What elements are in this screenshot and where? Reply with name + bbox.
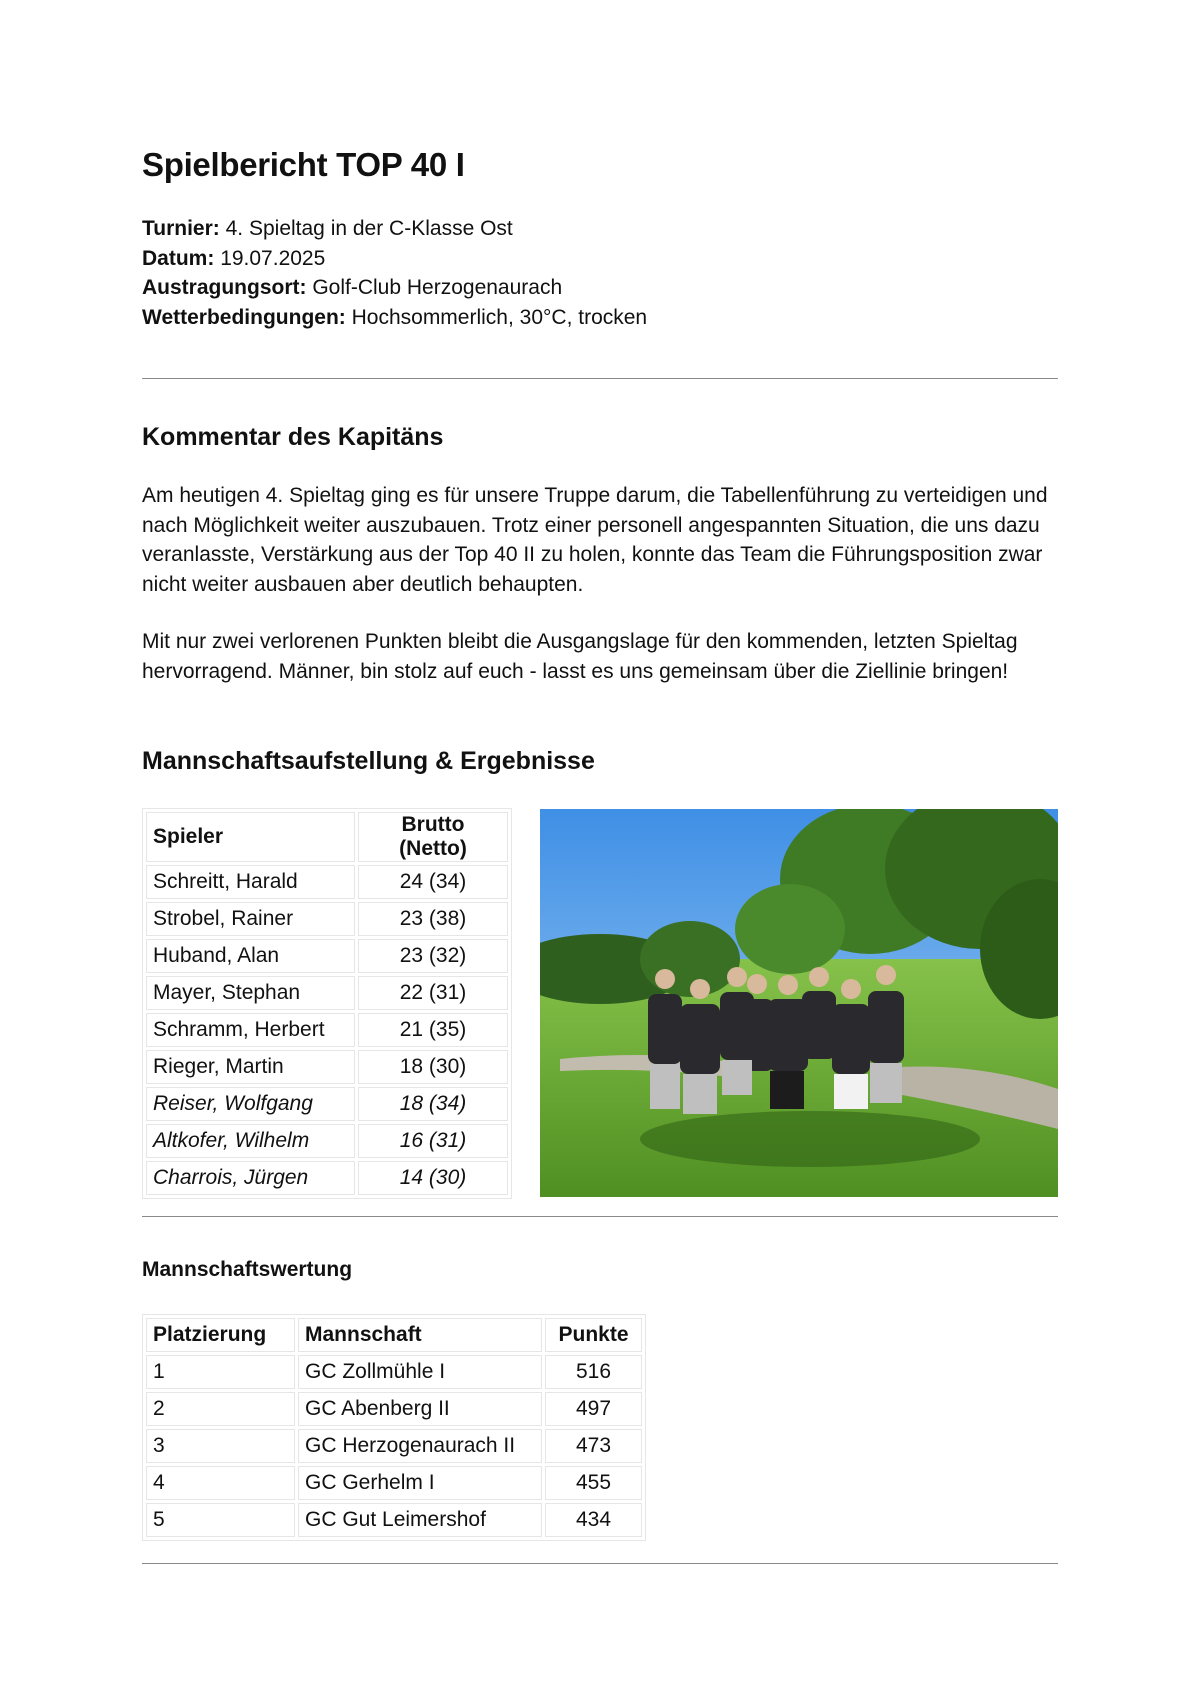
standings-table [142, 1314, 646, 1541]
table-header-row [146, 812, 508, 862]
player-row [146, 1050, 508, 1084]
player-name: Altkofer, Wilhelm [146, 1124, 355, 1158]
player-score: 23 (38) [358, 902, 508, 936]
player-score: 14 (30) [358, 1161, 508, 1195]
player-name: Schreitt, Harald [146, 865, 355, 899]
column-header: Mannschaft [298, 1318, 542, 1352]
player-score: 16 (31) [358, 1124, 508, 1158]
column-header: Brutto (Netto) [358, 812, 508, 862]
column-header: Spieler [146, 812, 355, 862]
player-name: Huband, Alan [146, 939, 355, 973]
standings-row [146, 1503, 642, 1537]
comment-paragraph: Am heutigen 4. Spieltag ging es für unsere Truppe darum, die Tabellenführung zu verteidigen und nach Möglichkeit weiter auszubauen. Trotz einer personell angespannten Situation, die uns dazu veranlasste, Verstärkung aus der Top 40 II zu holen, konnte das Team die Führungsposition zwar nicht weiter ausbauen aber deutlich behaupten. [142, 484, 1048, 596]
standing-place: 5 [146, 1503, 295, 1537]
player-score: 18 (34) [358, 1087, 508, 1121]
comment-paragraph: Mit nur zwei verlorenen Punkten bleibt die Ausgangslage für den kommenden, letzten Spieltag hervorragend. Männer, bin stolz auf euch - lasst es uns gemeinsam über die Ziellinie bringen! [142, 630, 1018, 683]
standing-place: 4 [146, 1466, 295, 1500]
player-row [146, 902, 508, 936]
divider [142, 1563, 1058, 1564]
info-value: 4. Spieltag in der C-Klasse Ost [225, 217, 513, 240]
info-date [142, 244, 647, 274]
player-name: Charrois, Jürgen [146, 1161, 355, 1195]
standing-place: 2 [146, 1392, 295, 1426]
standings-row [146, 1429, 642, 1463]
player-row [146, 939, 508, 973]
lineup-heading: Mannschaftsaufstellung & Ergebnisse [142, 747, 595, 775]
lineup-rows [146, 865, 508, 1195]
info-weather [142, 303, 647, 333]
standing-team: GC Gerhelm I [298, 1466, 542, 1500]
standing-points: 434 [545, 1503, 642, 1537]
standing-team: GC Gut Leimershof [298, 1503, 542, 1537]
info-label: Austragungsort: [142, 276, 307, 299]
player-name: Strobel, Rainer [146, 902, 355, 936]
info-value: 19.07.2025 [220, 246, 326, 270]
player-name: Mayer, Stephan [146, 976, 355, 1010]
column-header: Platzierung [146, 1318, 295, 1352]
info-label: Wetterbedingungen: [142, 305, 346, 329]
standings-row [146, 1355, 642, 1389]
standing-points: 455 [545, 1466, 642, 1500]
player-row [146, 865, 508, 899]
info-label: Turnier: [142, 217, 220, 240]
standing-place: 3 [146, 1429, 295, 1463]
column-header: Punkte [545, 1318, 642, 1352]
player-row [146, 976, 508, 1010]
player-score: 21 (35) [358, 1013, 508, 1047]
player-score: 22 (31) [358, 976, 508, 1010]
info-venue [142, 273, 647, 303]
player-row [146, 1087, 508, 1121]
standings-row [146, 1466, 642, 1500]
player-row [146, 1013, 508, 1047]
player-score: 23 (32) [358, 939, 508, 973]
standing-points: 473 [545, 1429, 642, 1463]
match-info [142, 214, 647, 332]
standing-points: 497 [545, 1392, 642, 1426]
player-score: 24 (34) [358, 865, 508, 899]
standing-points: 516 [545, 1355, 642, 1389]
player-score: 18 (30) [358, 1050, 508, 1084]
comment-heading: Kommentar des Kapitäns [142, 423, 444, 451]
table-header-row [146, 1318, 642, 1352]
lineup-table [142, 808, 512, 1199]
divider [142, 1216, 1058, 1217]
info-tournament [142, 214, 647, 244]
standing-place: 1 [146, 1355, 295, 1389]
info-label: Datum: [142, 246, 215, 270]
standings-row [146, 1392, 642, 1426]
standing-team: GC Abenberg II [298, 1392, 542, 1426]
standings-heading: Mannschaftswertung [142, 1258, 353, 1281]
standing-team: GC Herzogenaurach II [298, 1429, 542, 1463]
player-row [146, 1124, 508, 1158]
team-photo [540, 809, 1058, 1197]
player-row [146, 1161, 508, 1195]
info-value: Hochsommerlich, 30°C, trocken [351, 305, 648, 329]
standing-team: GC Zollmühle I [298, 1355, 542, 1389]
divider [142, 378, 1058, 379]
player-name: Schramm, Herbert [146, 1013, 355, 1047]
standings-rows [146, 1355, 642, 1537]
page-title: Spielbericht TOP 40 I [142, 146, 465, 183]
player-name: Reiser, Wolfgang [146, 1087, 355, 1121]
player-name: Rieger, Martin [146, 1050, 355, 1084]
info-value: Golf-Club Herzogenaurach [312, 276, 563, 299]
